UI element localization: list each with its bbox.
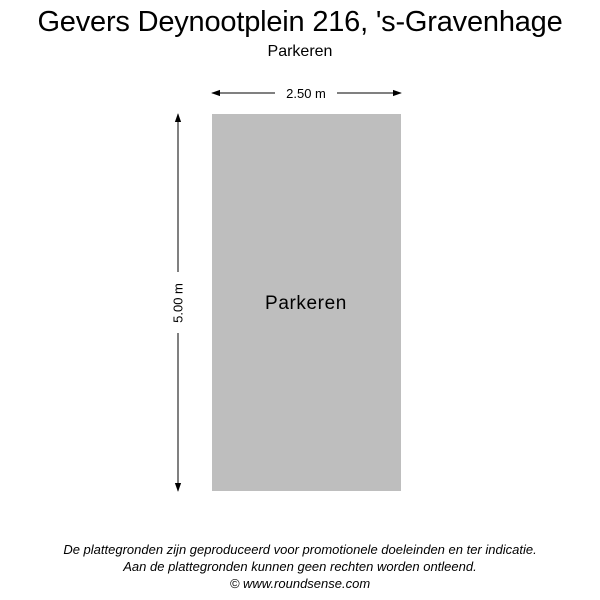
height-dimension	[171, 114, 186, 491]
disclaimer-line-1: De plattegronden zijn geproduceerd voor promotionele doeleinden en ter indicatie.	[63, 542, 537, 557]
page-title: Gevers Deynootplein 216, 's-Gravenhage	[37, 6, 563, 38]
height-label: 5.00 m	[170, 283, 186, 323]
disclaimer	[0, 541, 600, 592]
room-label: Parkeren	[265, 293, 347, 314]
floor-subtitle: Parkeren	[267, 43, 333, 60]
width-dimension	[212, 86, 401, 101]
width-label: 2.50 m	[286, 86, 326, 101]
disclaimer-line-2: Aan de plattegronden kunnen geen rechten worden ontleend.	[123, 559, 477, 574]
copyright-line: © www.roundsense.com	[229, 576, 371, 591]
